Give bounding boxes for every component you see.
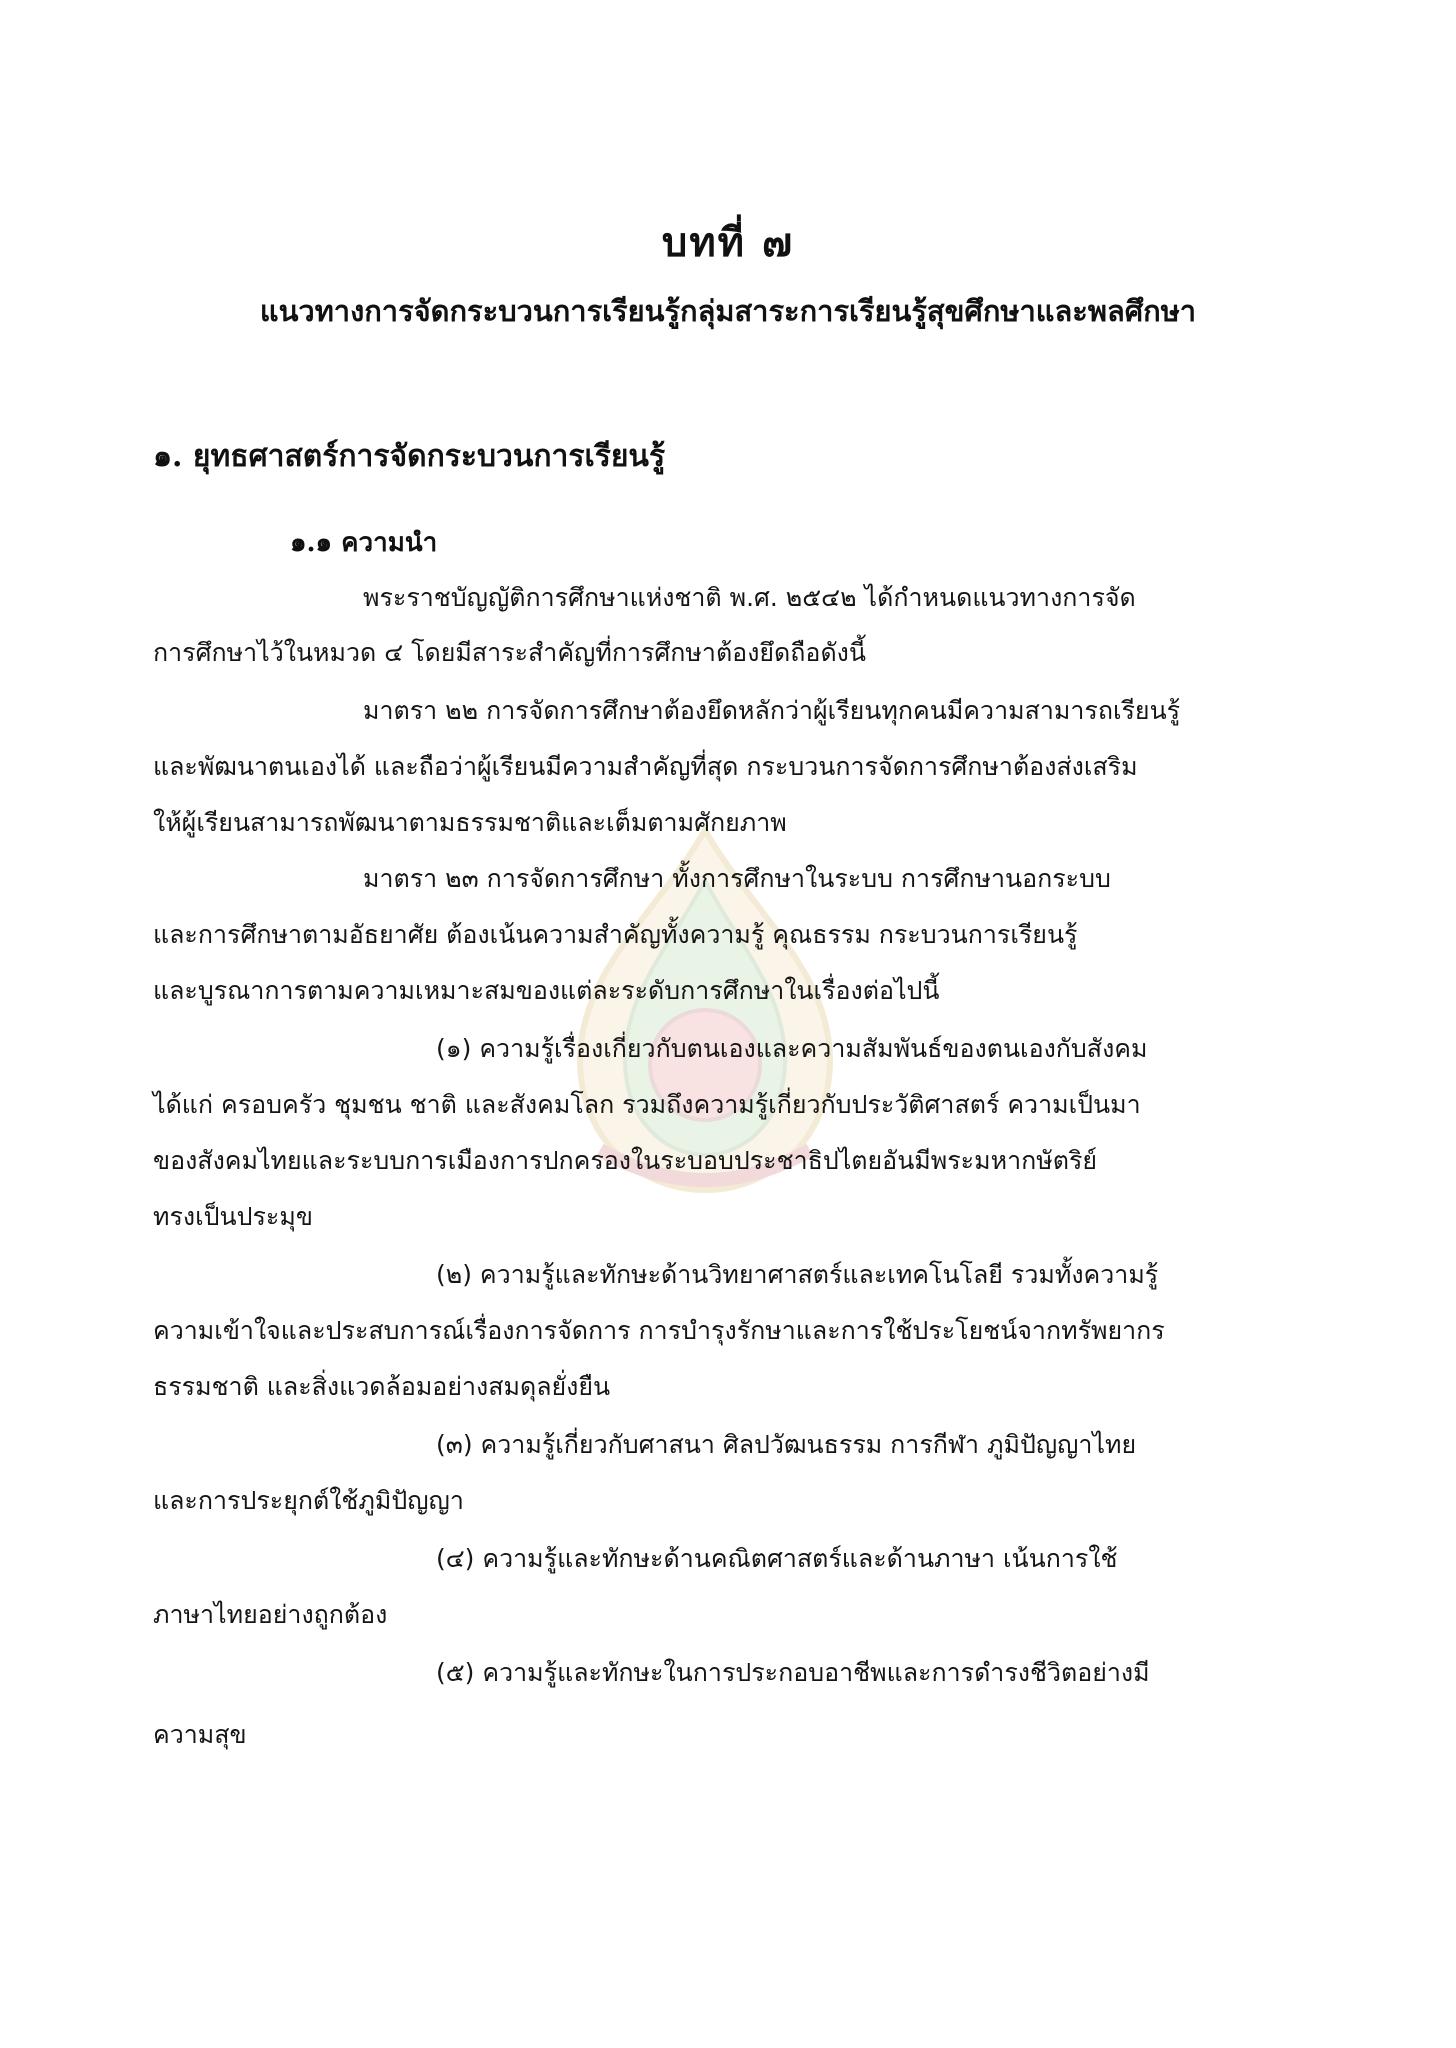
list-item-line: (๔) ความรู้และทักษะด้านคณิตศาสตร์และด้านภาษา เน้นการใช้: [436, 1544, 1118, 1573]
paragraph-line: ได้แก่ ครอบครัว ชุมชน ชาติ และสังคมโลก รวมถึงความรู้เกี่ยวกับประวัติศาสตร์ ความเป็นมา: [153, 1090, 1141, 1119]
chapter-subtitle: แนวทางการจัดกระบวนการเรียนรู้กลุ่มสาระการเรียนรู้สุขศึกษาและพลศึกษา: [259, 294, 1197, 328]
chapter-title: บทที่ ๗: [661, 219, 795, 266]
list-item-line: (๓) ความรู้เกี่ยวกับศาสนา ศิลปวัฒนธรรม การกีฬา ภูมิปัญญาไทย: [436, 1430, 1137, 1459]
paragraph-line: ทรงเป็นประมุข: [153, 1202, 313, 1231]
paragraph-line: ความเข้าใจและประสบการณ์เรื่องการจัดการ การบำรุงรักษาและการใช้ประโยชน์จากทรัพยากร: [153, 1316, 1165, 1345]
paragraph-line: และบูรณาการตามความเหมาะสมของแต่ละระดับการศึกษาในเรื่องต่อไปนี้: [153, 976, 940, 1005]
paragraph-line: การศึกษาไว้ในหมวด ๔ โดยมีสาระสำคัญที่การศึกษาต้องยึดถือดังนี้: [153, 638, 866, 667]
paragraph-line: มาตรา ๒๓ การจัดการศึกษา ทั้งการศึกษาในระบบ การศึกษานอกระบบ: [363, 864, 1111, 893]
paragraph-line: ภาษาไทยอย่างถูกต้อง: [153, 1600, 388, 1629]
paragraph-line: ธรรมชาติ และสิ่งแวดล้อมอย่างสมดุลยั่งยืน: [153, 1372, 611, 1401]
paragraph-line: ความสุข: [153, 1720, 247, 1749]
paragraph-line: ของสังคมไทยและระบบการเมืองการปกครองในระบอบประชาธิปไตยอันมีพระมหากษัตริย์: [153, 1146, 1098, 1175]
subsection-heading: ๑.๑ ความนำ: [290, 528, 438, 558]
list-item-line: (๑) ความรู้เรื่องเกี่ยวกับตนเองและความสัมพันธ์ของตนเองกับสังคม: [436, 1034, 1148, 1063]
paragraph-line: และพัฒนาตนเองได้ และถือว่าผู้เรียนมีความสำคัญที่สุด กระบวนการจัดการศึกษาต้องส่งเสริม: [153, 752, 1138, 781]
paragraph-line: พระราชบัญญัติการศึกษาแห่งชาติ พ.ศ. ๒๕๔๒ ได้กำหนดแนวทางการจัด: [363, 583, 1136, 612]
paragraph-line: ให้ผู้เรียนสามารถพัฒนาตามธรรมชาติและเต็มตามศักยภาพ: [153, 808, 787, 837]
list-item-line: (๕) ความรู้และทักษะในการประกอบอาชีพและการดำรงชีวิตอย่างมี: [436, 1658, 1150, 1687]
paragraph-line: และการประยุกต์ใช้ภูมิปัญญา: [153, 1486, 464, 1515]
paragraph-line: มาตรา ๒๒ การจัดการศึกษาต้องยึดหลักว่าผู้เรียนทุกคนมีความสามารถเรียนรู้: [363, 696, 1181, 725]
paragraph-line: และการศึกษาตามอัธยาศัย ต้องเน้นความสำคัญทั้งความรู้ คุณธรรม กระบวนการเรียนรู้: [153, 920, 1078, 949]
list-item-line: (๒) ความรู้และทักษะด้านวิทยาศาสตร์และเทคโนโลยี รวมทั้งความรู้: [436, 1260, 1159, 1289]
section-heading: ๑. ยุทธศาสตร์การจัดกระบวนการเรียนรู้: [153, 439, 666, 474]
